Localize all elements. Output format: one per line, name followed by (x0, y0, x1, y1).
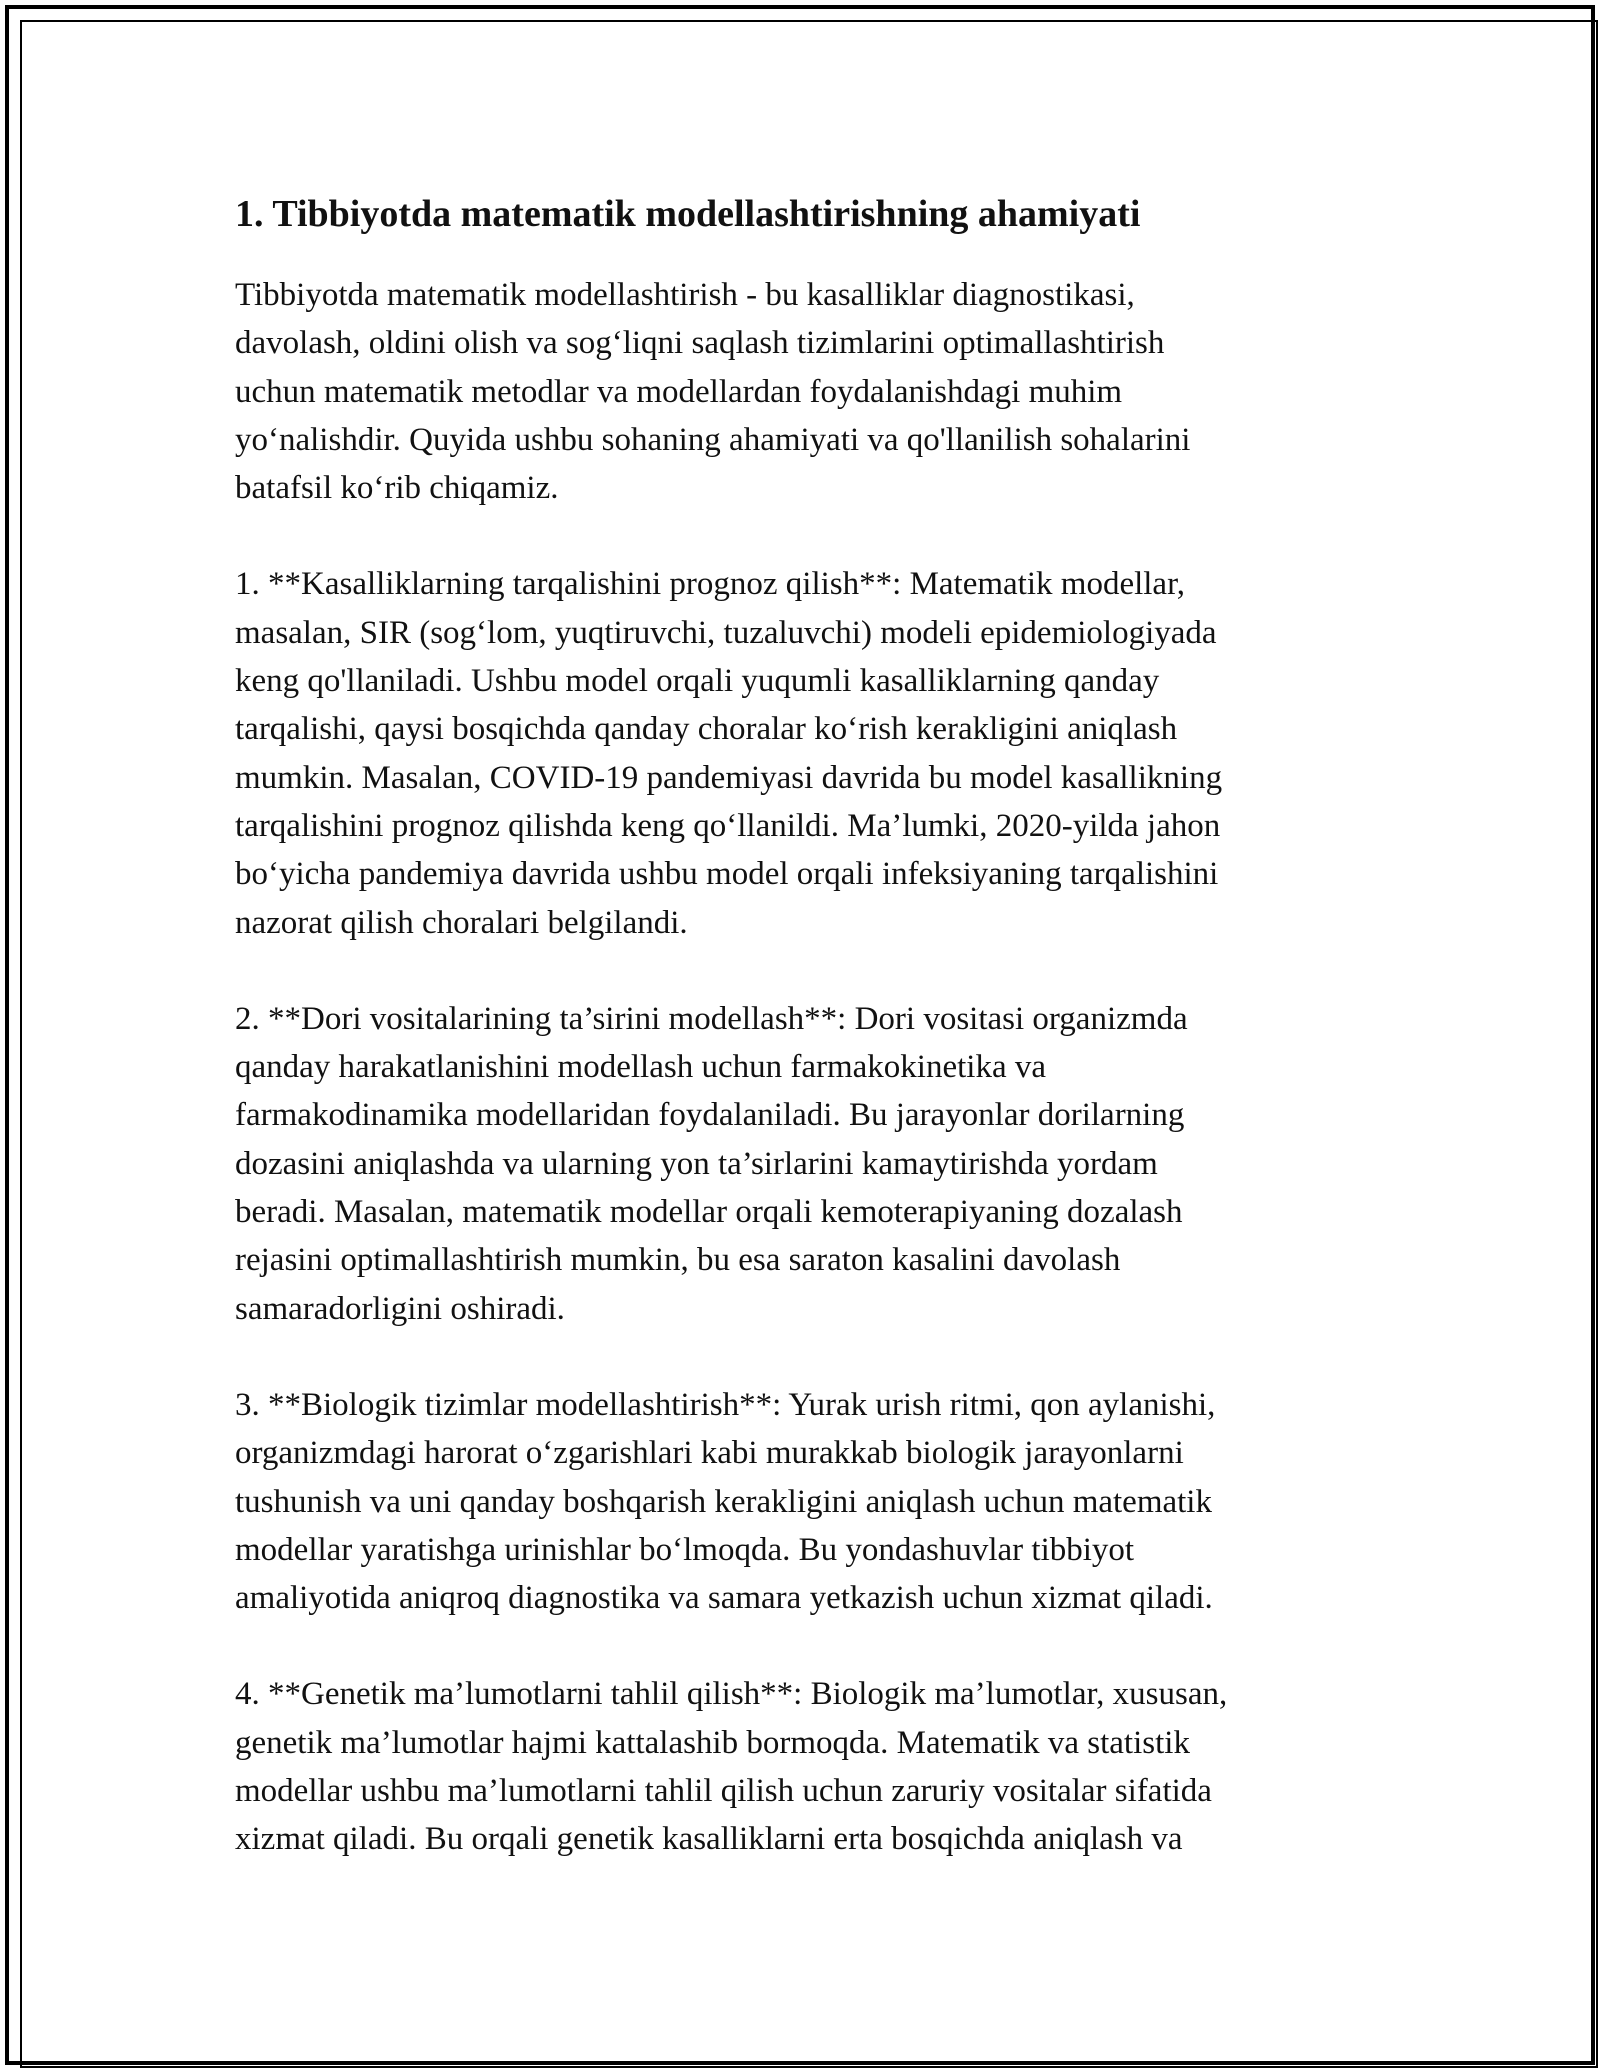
text-line: yo‘nalishdir. Quyida ushbu sohaning ahamiyati va qo'llanilish sohalarini (235, 421, 1191, 458)
intro-paragraph (235, 271, 1385, 512)
text-line: uchun matematik metodlar va modellardan foydalanishdagi muhim (235, 373, 1123, 410)
text-line: modellar ushbu ma’lumotlarni tahlil qilish uchun zaruriy vositalar sifatida (235, 1773, 1212, 1810)
text-line: 1. **Kasalliklarning tarqalishini prognoz qilish**: Matematik modellar, (235, 566, 1185, 603)
text-line: keng qo'llaniladi. Ushbu model orqali yuqumli kasalliklarning qanday (235, 663, 1160, 700)
list-item-paragraph-2 (235, 995, 1385, 1333)
text-line: qanday harakatlanishini modellash uchun farmakokinetika va (235, 1049, 1046, 1086)
text-line: farmakodinamika modellaridan foydalaniladi. Bu jarayonlar dorilarning (235, 1097, 1185, 1134)
document-body (235, 185, 1385, 1912)
text-line: tushunish va uni qanday boshqarish kerakligini aniqlash uchun matematik (235, 1483, 1212, 1520)
text-line: 3. **Biologik tizimlar modellashtirish**: Yurak urish ritmi, qon aylanishi, (235, 1386, 1216, 1423)
text-line: 4. **Genetik ma’lumotlarni tahlil qilish**: Biologik ma’lumotlar, xususan, (235, 1676, 1228, 1713)
text-line: beradi. Masalan, matematik modellar orqali kemoterapiyaning dozalash (235, 1194, 1183, 1231)
text-line: dozasini aniqlashda va ularning yon ta’sirlarini kamaytirishda yordam (235, 1145, 1158, 1182)
text-line: rejasini optimallashtirish mumkin, bu esa saraton kasalini davolash (235, 1242, 1121, 1279)
text-line: xizmat qiladi. Bu orqali genetik kasalliklarni erta bosqichda aniqlash va (235, 1821, 1183, 1858)
text-line: genetik ma’lumotlar hajmi kattalashib bormoqda. Matematik va statistik (235, 1724, 1190, 1761)
text-line: mumkin. Masalan, COVID-19 pandemiyasi davrida bu model kasallikning (235, 759, 1223, 796)
text-line: samaradorligini oshiradi. (235, 1290, 565, 1327)
text-line: davolash, oldini olish va sog‘liqni saqlash tizimlarini optimallashtirish (235, 325, 1165, 362)
list-item-paragraph-1 (235, 560, 1385, 946)
text-line: tarqalishi, qaysi bosqichda qanday choralar ko‘rish kerakligini aniqlash (235, 711, 1178, 748)
text-line: tarqalishini prognoz qilishda keng qo‘llanildi. Ma’lumki, 2020-yilda jahon (235, 807, 1221, 844)
text-line: amaliyotida aniqroq diagnostika va samara yetkazish uchun xizmat qiladi. (235, 1580, 1213, 1617)
text-line: nazorat qilish choralari belgilandi. (235, 904, 688, 941)
text-line: organizmdagi harorat o‘zgarishlari kabi murakkab biologik jarayonlarni (235, 1435, 1184, 1472)
text-line: bo‘yicha pandemiya davrida ushbu model orqali infeksiyaning tarqalishini (235, 856, 1219, 893)
section-heading: 1. Tibbiyotda matematik modellashtirishning ahamiyati (235, 193, 1141, 235)
list-item-paragraph-4 (235, 1670, 1385, 1863)
text-line: masalan, SIR (sog‘lom, yuqtiruvchi, tuzaluvchi) modeli epidemiologiyada (235, 614, 1217, 651)
text-line: Tibbiyotda matematik modellashtirish - bu kasalliklar diagnostikasi, (235, 277, 1135, 313)
text-line: batafsil ko‘rib chiqamiz. (235, 470, 559, 507)
text-line: modellar yaratishga urinishlar bo‘lmoqda. Bu yondashuvlar tibbiyot (235, 1531, 1135, 1568)
text-line: 2. **Dori vositalarining ta’sirini modellash**: Dori vositasi organizmda (235, 1000, 1188, 1037)
list-item-paragraph-3 (235, 1381, 1385, 1622)
